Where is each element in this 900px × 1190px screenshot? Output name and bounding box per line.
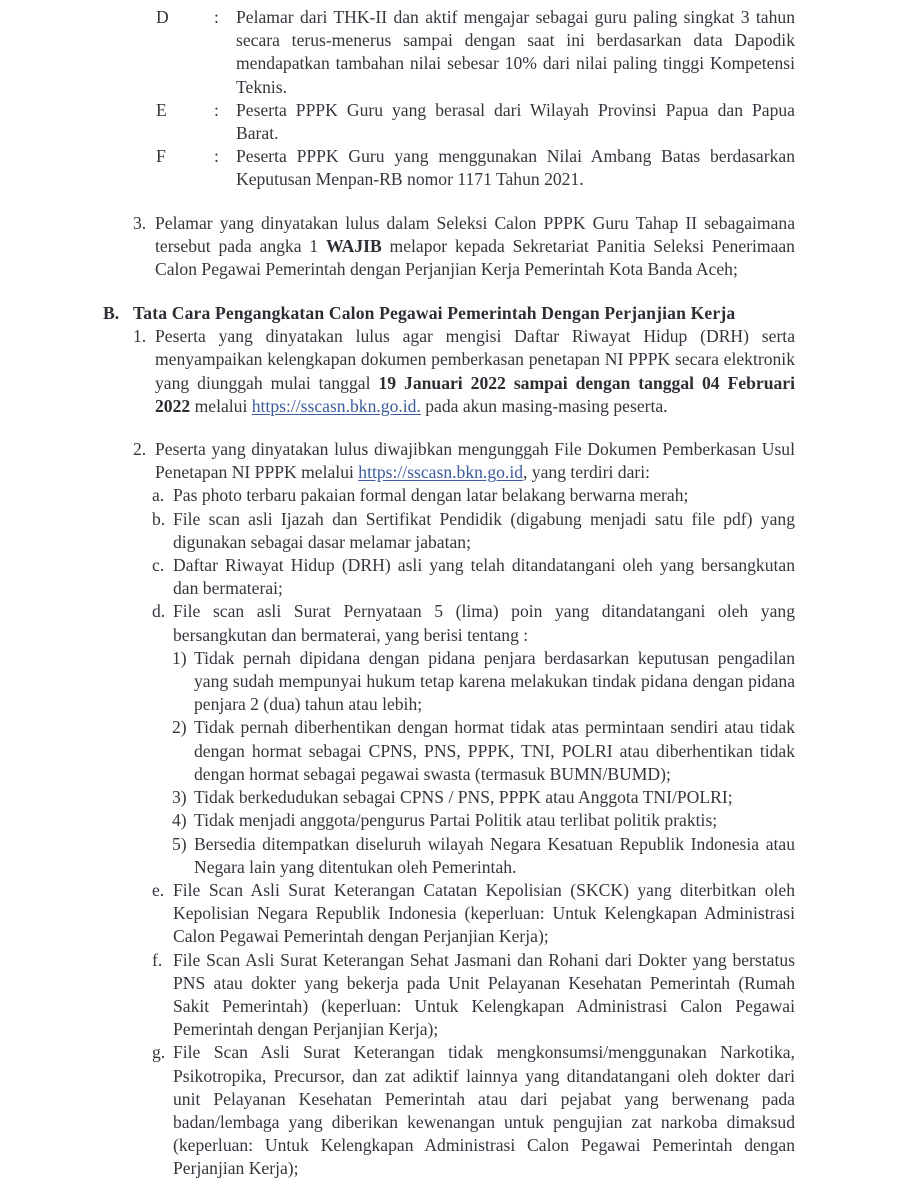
criteria-row-f xyxy=(140,145,795,191)
criteria-row-d xyxy=(140,6,795,99)
paragraph-item-3 xyxy=(0,212,900,282)
paren-row xyxy=(172,809,795,832)
text-run: Peserta yang dinyatakan lulus agar mengisi Daftar Riwayat Hidup (DRH) serta menyampaikan kelengkapan dokumen pemberkasan penetapan NI PPPK secara elektronik yang diunggah mulai tanggal xyxy=(155,326,795,393)
alpha-row xyxy=(152,600,795,646)
sub-item-b xyxy=(0,508,900,554)
alpha-row xyxy=(152,949,795,1042)
criteria-colon: : xyxy=(214,146,219,167)
sscasn-link[interactable]: https://sscasn.bkn.go.id xyxy=(358,462,523,483)
criteria-value: Pelamar dari THK-II dan aktif mengajar sebagai guru paling singkat 3 tahun secara terus-menerus sampai dengan saat ini berdasarkan data Dapodik mendapatkan tambahan nilai sebesar 10% dari nilai paling tinggi Kompetensi Teknis. xyxy=(236,7,795,97)
text-run: melalui xyxy=(190,395,252,416)
point-5 xyxy=(0,833,900,879)
emphasis-dates: 19 Januari 2022 sampai dengan tanggal 04 Februari 2022 xyxy=(155,372,796,416)
sub-item-e xyxy=(0,879,900,949)
text-run: Pelamar yang dinyatakan lulus dalam Seleksi Calon PPPK Guru Tahap II sebagaimana tersebut pada angka 1 xyxy=(155,212,795,256)
text-run: pada akun masing-masing peserta. xyxy=(420,395,668,416)
sub-item-g xyxy=(0,1041,900,1180)
list-text: File Scan Asli Surat Keterangan Sehat Jasmani dan Rohani dari Dokter yang berstatus PNS atau dokter yang bekerja pada Unit Pelayanan Kesehatan Pemerintah (Rumah Sakit Pemerintah) (keperluan: Untuk Kelengkapan Administrasi Calon Pegawai Pemerintah dengan Perjanjian Kerja); xyxy=(173,949,795,1040)
spacer xyxy=(0,281,900,301)
list-marker: 3) xyxy=(172,787,187,808)
point-1 xyxy=(0,647,900,717)
list-text: Pas photo terbaru pakaian formal dengan latar belakang berwarna merah; xyxy=(173,485,689,506)
section-letter: B. xyxy=(103,303,120,324)
list-text: Daftar Riwayat Hidup (DRH) asli yang telah ditandatangani oleh yang bersangkutan dan bermaterai; xyxy=(173,555,795,599)
alpha-row xyxy=(152,484,795,507)
sub-item-a xyxy=(0,484,900,507)
numbered-row xyxy=(133,212,795,282)
spacer xyxy=(0,192,900,212)
criteria-value: Peserta PPPK Guru yang menggunakan Nilai Ambang Batas berdasarkan Keputusan Menpan-RB nomor 1171 Tahun 2021. xyxy=(236,146,795,190)
list-text xyxy=(155,212,795,282)
alpha-row xyxy=(152,508,795,554)
criteria-colon: : xyxy=(214,7,219,27)
section-head-row xyxy=(103,301,795,325)
list-text xyxy=(155,438,795,484)
list-marker: 1) xyxy=(172,647,187,668)
list-marker: 4) xyxy=(172,810,187,831)
list-marker: g. xyxy=(152,1042,166,1063)
paren-row xyxy=(172,716,795,786)
numbered-row xyxy=(133,438,795,484)
criteria-definition-list xyxy=(0,6,900,192)
sub-item-c xyxy=(0,554,900,600)
point-2 xyxy=(0,716,900,786)
sub-item-f xyxy=(0,949,900,1042)
list-marker: a. xyxy=(152,485,165,506)
alpha-row xyxy=(152,879,795,949)
list-marker: 2) xyxy=(172,717,187,738)
list-text: Tidak menjadi anggota/pengurus Partai Politik atau terlibat politik praktis; xyxy=(194,810,718,831)
list-text: File scan asli Surat Pernyataan 5 (lima) poin yang ditandatangani oleh yang bersangkutan dan bermaterai, yang berisi tentang : xyxy=(173,601,795,645)
list-marker: 1. xyxy=(133,326,147,347)
list-text: File scan asli Ijazah dan Sertifikat Pendidik (digabung menjadi satu file pdf) yang digunakan sebagai dasar melamar jabatan; xyxy=(173,508,795,552)
list-text: Bersedia ditempatkan diseluruh wilayah Negara Kesatuan Republik Indonesia atau Negara lain yang ditentukan oleh Pemerintah. xyxy=(194,833,795,877)
list-marker: 2. xyxy=(133,439,147,460)
point-3 xyxy=(0,786,900,809)
section-heading-b xyxy=(0,301,900,325)
list-marker: f. xyxy=(152,949,163,970)
criteria-key: E xyxy=(156,99,167,120)
paren-row xyxy=(172,786,795,809)
list-text: Tidak pernah dipidana dengan pidana penjara berdasarkan keputusan pengadilan yang sudah mempunyai hukum tetap karena melakukan tindak pidana dengan pidana penjara 2 (dua) tahun atau lebih; xyxy=(194,647,795,715)
list-marker: 5) xyxy=(172,833,187,854)
list-marker: 3. xyxy=(133,212,147,233)
text-run: Peserta yang dinyatakan lulus diwajibkan mengunggah File Dokumen Pemberkasan Usul Penetapan NI PPPK melalui xyxy=(155,439,795,483)
criteria-value: Peserta PPPK Guru yang berasal dari Wilayah Provinsi Papua dan Papua Barat. xyxy=(236,99,795,144)
paragraph-item-b1 xyxy=(0,325,900,418)
criteria-key: F xyxy=(156,146,166,167)
list-text: Tidak pernah diberhentikan dengan hormat tidak atas permintaan sendiri atau tidak dengan hormat sebagai CPNS, PNS, PPPK, TNI, POLRI atau diberhentikan tidak dengan hormat sebagai pegawai swasta (termasuk BUMN/BUMD); xyxy=(194,717,795,784)
paren-row xyxy=(172,647,795,717)
list-marker: d. xyxy=(152,601,166,622)
alpha-row xyxy=(152,554,795,600)
text-run: , yang terdiri dari: xyxy=(523,462,651,483)
list-marker: e. xyxy=(152,879,165,900)
criteria-row-e xyxy=(140,99,795,145)
list-text: Tidak berkedudukan sebagai CPNS / PNS, PPPK atau Anggota TNI/POLRI; xyxy=(194,787,733,808)
emphasis-wajib: WAJIB xyxy=(325,235,382,256)
paragraph-item-b2 xyxy=(0,438,900,484)
point-4 xyxy=(0,809,900,832)
document-body xyxy=(0,6,900,1181)
paren-row xyxy=(172,833,795,879)
criteria-colon: : xyxy=(214,99,219,120)
numbered-row xyxy=(133,325,795,418)
section-title: Tata Cara Pengangkatan Calon Pegawai Pemerintah Dengan Perjanjian Kerja xyxy=(133,303,736,324)
list-text xyxy=(155,325,795,418)
criteria-key: D xyxy=(156,7,169,27)
alpha-row xyxy=(152,1041,795,1180)
spacer xyxy=(0,418,900,438)
sub-item-d xyxy=(0,600,900,646)
list-text: File Scan Asli Surat Keterangan Catatan Kepolisian (SKCK) yang diterbitkan oleh Kepolisian Negara Republik Indonesia (keperluan: Untuk Kelengkapan Administrasi Calon Pegawai Pemerintah dengan Perjanjian Kerja); xyxy=(173,879,795,947)
text-run: melapor kepada Sekretariat Panitia Seleksi Penerimaan Calon Pegawai Pemerintah dengan Perjanjian Kerja Pemerintah Kota Banda Aceh; xyxy=(155,235,795,280)
list-text: File Scan Asli Surat Keterangan tidak mengkonsumsi/menggunakan Narkotika, Psikotropika, Precursor, dan zat adiktif lainnya yang ditandatangani oleh dokter dari unit Pelayanan Kesehatan Pemerintah atau dari pejabat yang berwenang pada badan/lembaga yang diberikan kewenangan untuk pengujian zat narkoba dimaksud (keperluan: Untuk Kelengkapan Administrasi Calon Pegawai Pemerintah dengan Perjanjian Kerja); xyxy=(173,1042,795,1179)
sscasn-link[interactable]: https://sscasn.bkn.go.id. xyxy=(251,395,421,416)
list-marker: b. xyxy=(152,508,166,529)
list-marker: c. xyxy=(152,555,165,576)
